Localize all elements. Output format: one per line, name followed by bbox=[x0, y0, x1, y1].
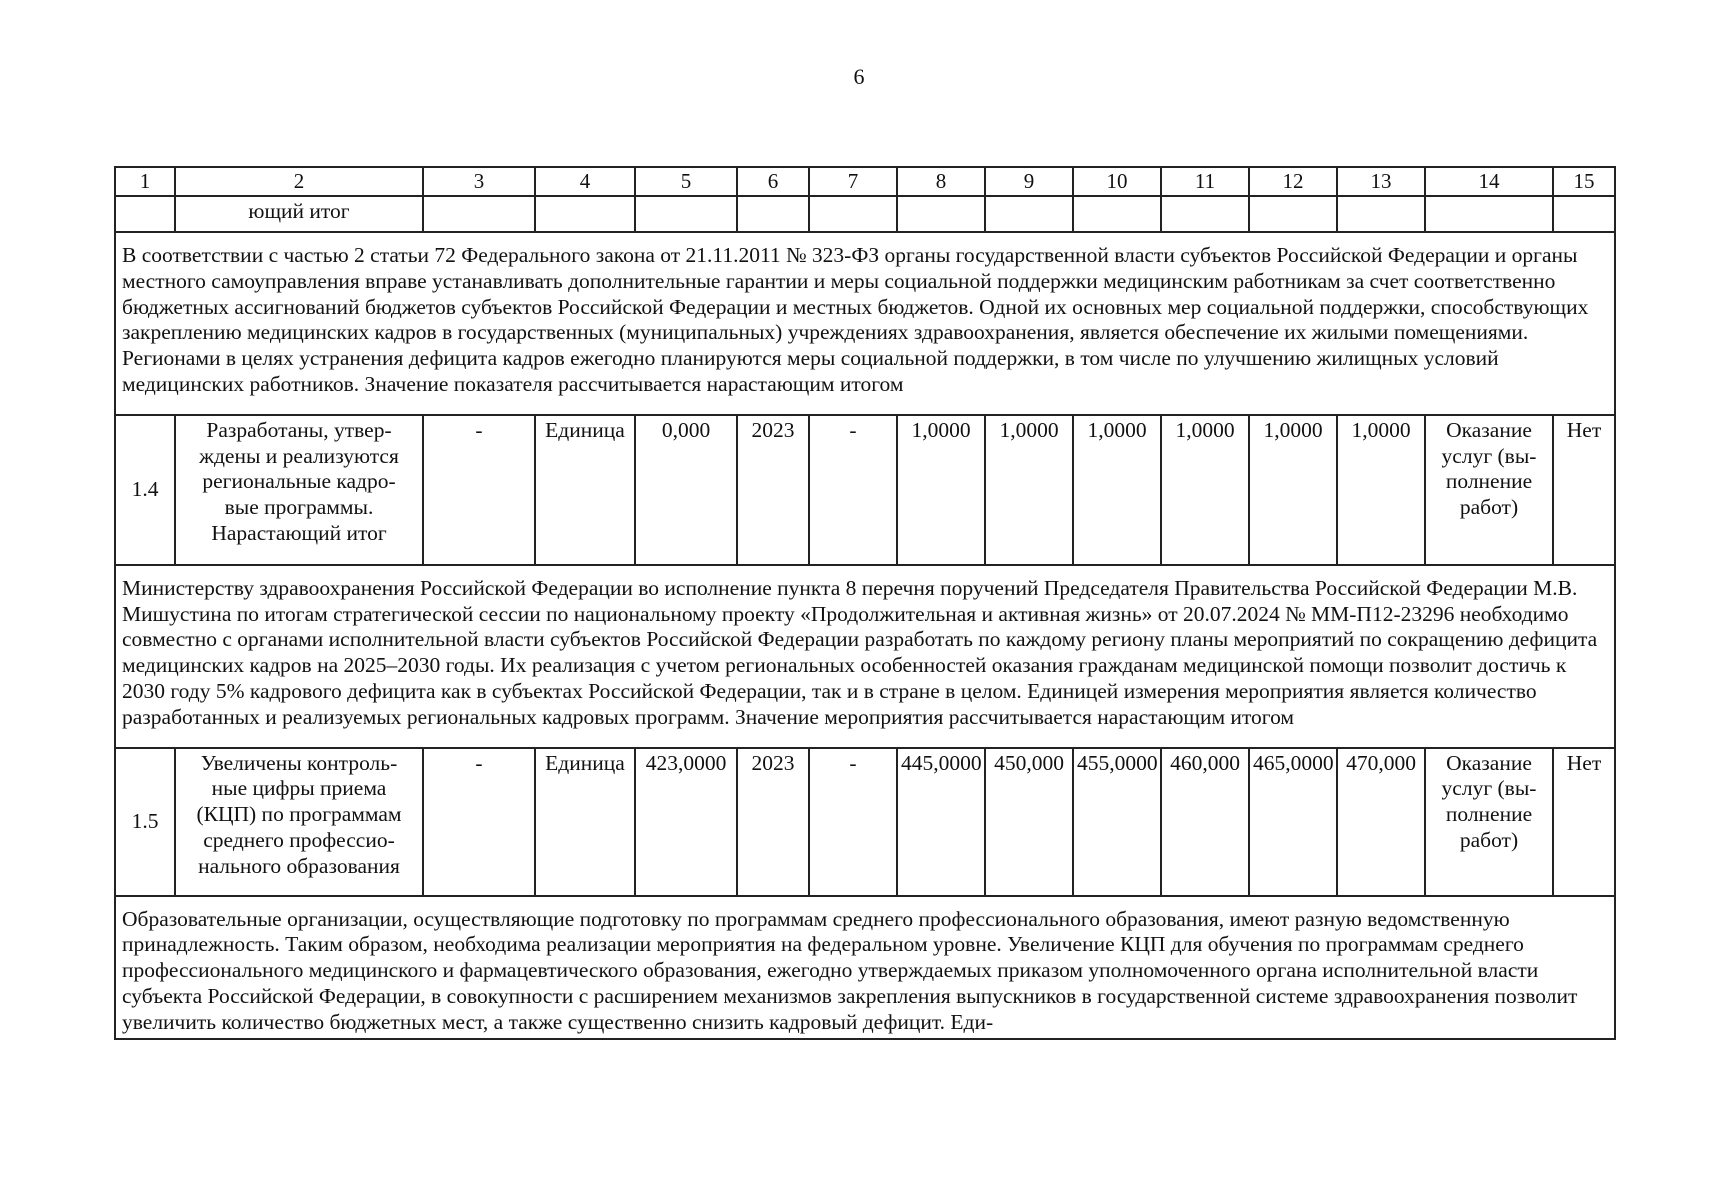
continuation-row bbox=[115, 196, 1615, 232]
table-row-1-5 bbox=[115, 748, 1615, 896]
header-cell: 13 bbox=[1337, 167, 1425, 196]
cell-type: Оказание услуг (вы- полнение работ) bbox=[1425, 748, 1553, 896]
note-paragraph-2: Министерству здравоохранения Российской Федерации во исполнение пункта 8 перечня поручений Председателя Правительства Российской Федерации М.В. Мишустина по итогам стратегической сессии по национальному проекту «Продолжительная и активная жизнь» от 20.07.2024 № ММ-П12-23296 необходимо совместно с органами исполнительной власти субъектов Российской Федерации разработать по каждому региону планы мероприятий по сокращению дефицита медицинских кадров на 2025–2030 годы. Их реализация с учетом региональных особенностей оказания гражданам медицинской помощи позволит достичь к 2030 году 5% кадрового дефицита как в субъектах Российской Федерации, так и в стране в целом. Единицей измерения мероприятия является количество разработанных и реализуемых региональных кадровых программ. Значение мероприятия рассчитывается нарастающим итогом bbox=[115, 565, 1615, 748]
cell-year-value: 465,0000 bbox=[1249, 748, 1337, 896]
cell-c15: Нет bbox=[1553, 415, 1615, 565]
header-cell: 14 bbox=[1425, 167, 1553, 196]
header-cell: 5 bbox=[635, 167, 737, 196]
row-name: Разработаны, утвер- ждены и реализуются региональные кадро- вые программы. Нарастающий итог bbox=[175, 415, 423, 565]
header-cell: 7 bbox=[809, 167, 897, 196]
cell-year-value: 1,0000 bbox=[1337, 415, 1425, 565]
cell-year-value: 445,0000 bbox=[897, 748, 985, 896]
cell-c3: - bbox=[423, 415, 535, 565]
page-number: 6 bbox=[853, 64, 865, 89]
header-cell: 2 bbox=[175, 167, 423, 196]
cell-year-value: 1,0000 bbox=[985, 415, 1073, 565]
cell-year-value: 470,000 bbox=[1337, 748, 1425, 896]
header-cell: 10 bbox=[1073, 167, 1161, 196]
cell-year-value: 1,0000 bbox=[1073, 415, 1161, 565]
row-number: 1.5 bbox=[115, 748, 175, 896]
cell-base-year: 2023 bbox=[737, 415, 809, 565]
header-cell: 11 bbox=[1161, 167, 1249, 196]
cell-type: Оказание услуг (вы- полнение работ) bbox=[1425, 415, 1553, 565]
cell-year-value: 1,0000 bbox=[1161, 415, 1249, 565]
cell-year-value: 450,000 bbox=[985, 748, 1073, 896]
cell-c3: - bbox=[423, 748, 535, 896]
cell-base-year: 2023 bbox=[737, 748, 809, 896]
header-cell: 1 bbox=[115, 167, 175, 196]
table-header-row bbox=[115, 167, 1615, 196]
note-row bbox=[115, 565, 1615, 748]
cell-year-value: 460,000 bbox=[1161, 748, 1249, 896]
cell-c7: - bbox=[809, 748, 897, 896]
header-cell: 3 bbox=[423, 167, 535, 196]
header-cell: 8 bbox=[897, 167, 985, 196]
note-paragraph-1: В соответствии с частью 2 статьи 72 Федерального закона от 21.11.2011 № 323-ФЗ органы государственной власти субъектов Российской Федерации и органы местного самоуправления вправе устанавливать дополнительные гарантии и меры социальной поддержки медицинским работникам за счет соответственно бюджетных ассигнований бюджетов субъектов Российской Федерации и местных бюджетов. Одной их основных мер социальной поддержки, способствующих закреплению медицинских кадров в государственных (муниципальных) учреждениях здравоохранения, является обеспечение их жилыми помещениями. Регионами в целях устранения дефицита кадров ежегодно планируются меры социальной поддержки, в том числе по улучшению жилищных условий медицинских работников. Значение показателя рассчитывается нарастающим итогом bbox=[115, 232, 1615, 415]
header-cell: 6 bbox=[737, 167, 809, 196]
cell-year-value: 1,0000 bbox=[1249, 415, 1337, 565]
cell-year-value: 1,0000 bbox=[897, 415, 985, 565]
cell-c7: - bbox=[809, 415, 897, 565]
continuation-text: ющий итог bbox=[175, 196, 423, 232]
row-number: 1.4 bbox=[115, 415, 175, 565]
header-cell: 15 bbox=[1553, 167, 1615, 196]
note-paragraph-3: Образовательные организации, осуществляющие подготовку по программам среднего профессионального образования, имеют разную ведомственную принадлежность. Таким образом, необходима реализации мероприятия на федеральном уровне. Увеличение КЦП для обучения по программам среднего профессионального медицинского и фармацевтического образования, ежегодно утверждаемых приказом уполномоченного органа исполнительной власти субъекта Российской Федерации, в совокупности с расширением механизмов закрепления выпускников в государственной системе здравоохранения позволит увеличить количество бюджетных мест, а также существенно снизить кадровый дефицит. Еди- bbox=[115, 896, 1615, 1039]
note-row bbox=[115, 896, 1615, 1039]
header-cell: 12 bbox=[1249, 167, 1337, 196]
cell-unit: Единица bbox=[535, 748, 635, 896]
cell-unit: Единица bbox=[535, 415, 635, 565]
cell-year-value: 455,0000 bbox=[1073, 748, 1161, 896]
cell-base-value: 0,000 bbox=[635, 415, 737, 565]
cell-base-value: 423,0000 bbox=[635, 748, 737, 896]
header-cell: 9 bbox=[985, 167, 1073, 196]
cell-c15: Нет bbox=[1553, 748, 1615, 896]
indicators-table bbox=[114, 166, 1616, 1040]
header-cell: 4 bbox=[535, 167, 635, 196]
table-row-1-4 bbox=[115, 415, 1615, 565]
note-row bbox=[115, 232, 1615, 415]
row-name: Увеличены контроль- ные цифры приема (КЦП) по программам среднего профессио- нального образования bbox=[175, 748, 423, 896]
